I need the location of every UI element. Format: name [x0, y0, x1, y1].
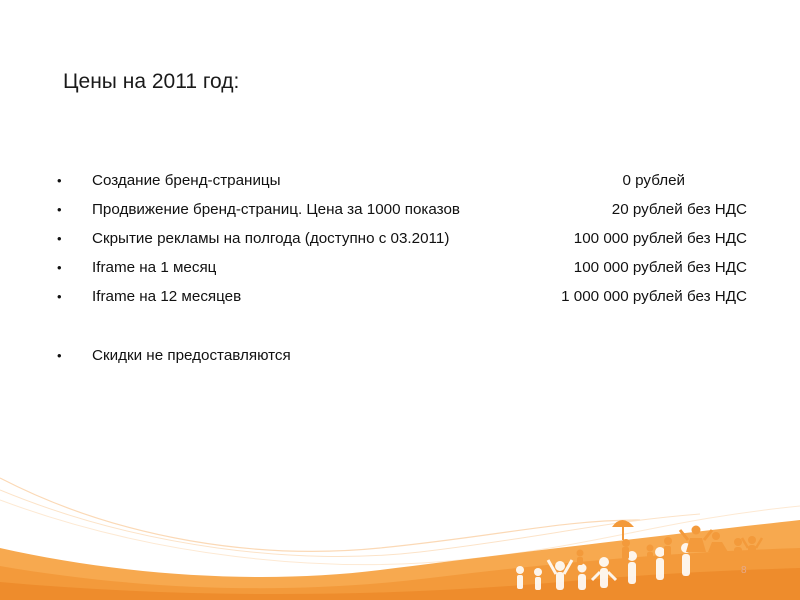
item-label: Iframe на 1 месяц — [92, 259, 217, 276]
bullet-icon: • — [57, 173, 62, 188]
item-price: 100 000 рублей без НДС — [573, 230, 747, 247]
item-price: 1 000 000 рублей без НДС — [561, 288, 747, 305]
item-label: Создание бренд-страницы — [92, 172, 281, 189]
bullet-icon: • — [57, 348, 62, 363]
item-label: Iframe на 12 месяцев — [92, 288, 242, 305]
bullet-icon: • — [57, 289, 62, 304]
item-label: Скрытие рекламы на полгода (доступно с 03.2011) — [92, 230, 450, 247]
item-price: 20 рублей без НДС — [611, 201, 747, 218]
bullet-icon: • — [57, 260, 62, 275]
item-label: Продвижение бренд-страниц. Цена за 1000 показов — [92, 201, 460, 218]
note-label: Скидки не предоставляются — [92, 347, 291, 364]
item-price: 100 000 рублей без НДС — [573, 259, 747, 276]
bullet-icon: • — [57, 202, 62, 217]
slide-title: Цены на 2011 год: — [63, 70, 240, 93]
bullet-icon: • — [57, 231, 62, 246]
item-price: 0 рублей — [622, 172, 685, 189]
page-number: 8 — [741, 565, 747, 576]
